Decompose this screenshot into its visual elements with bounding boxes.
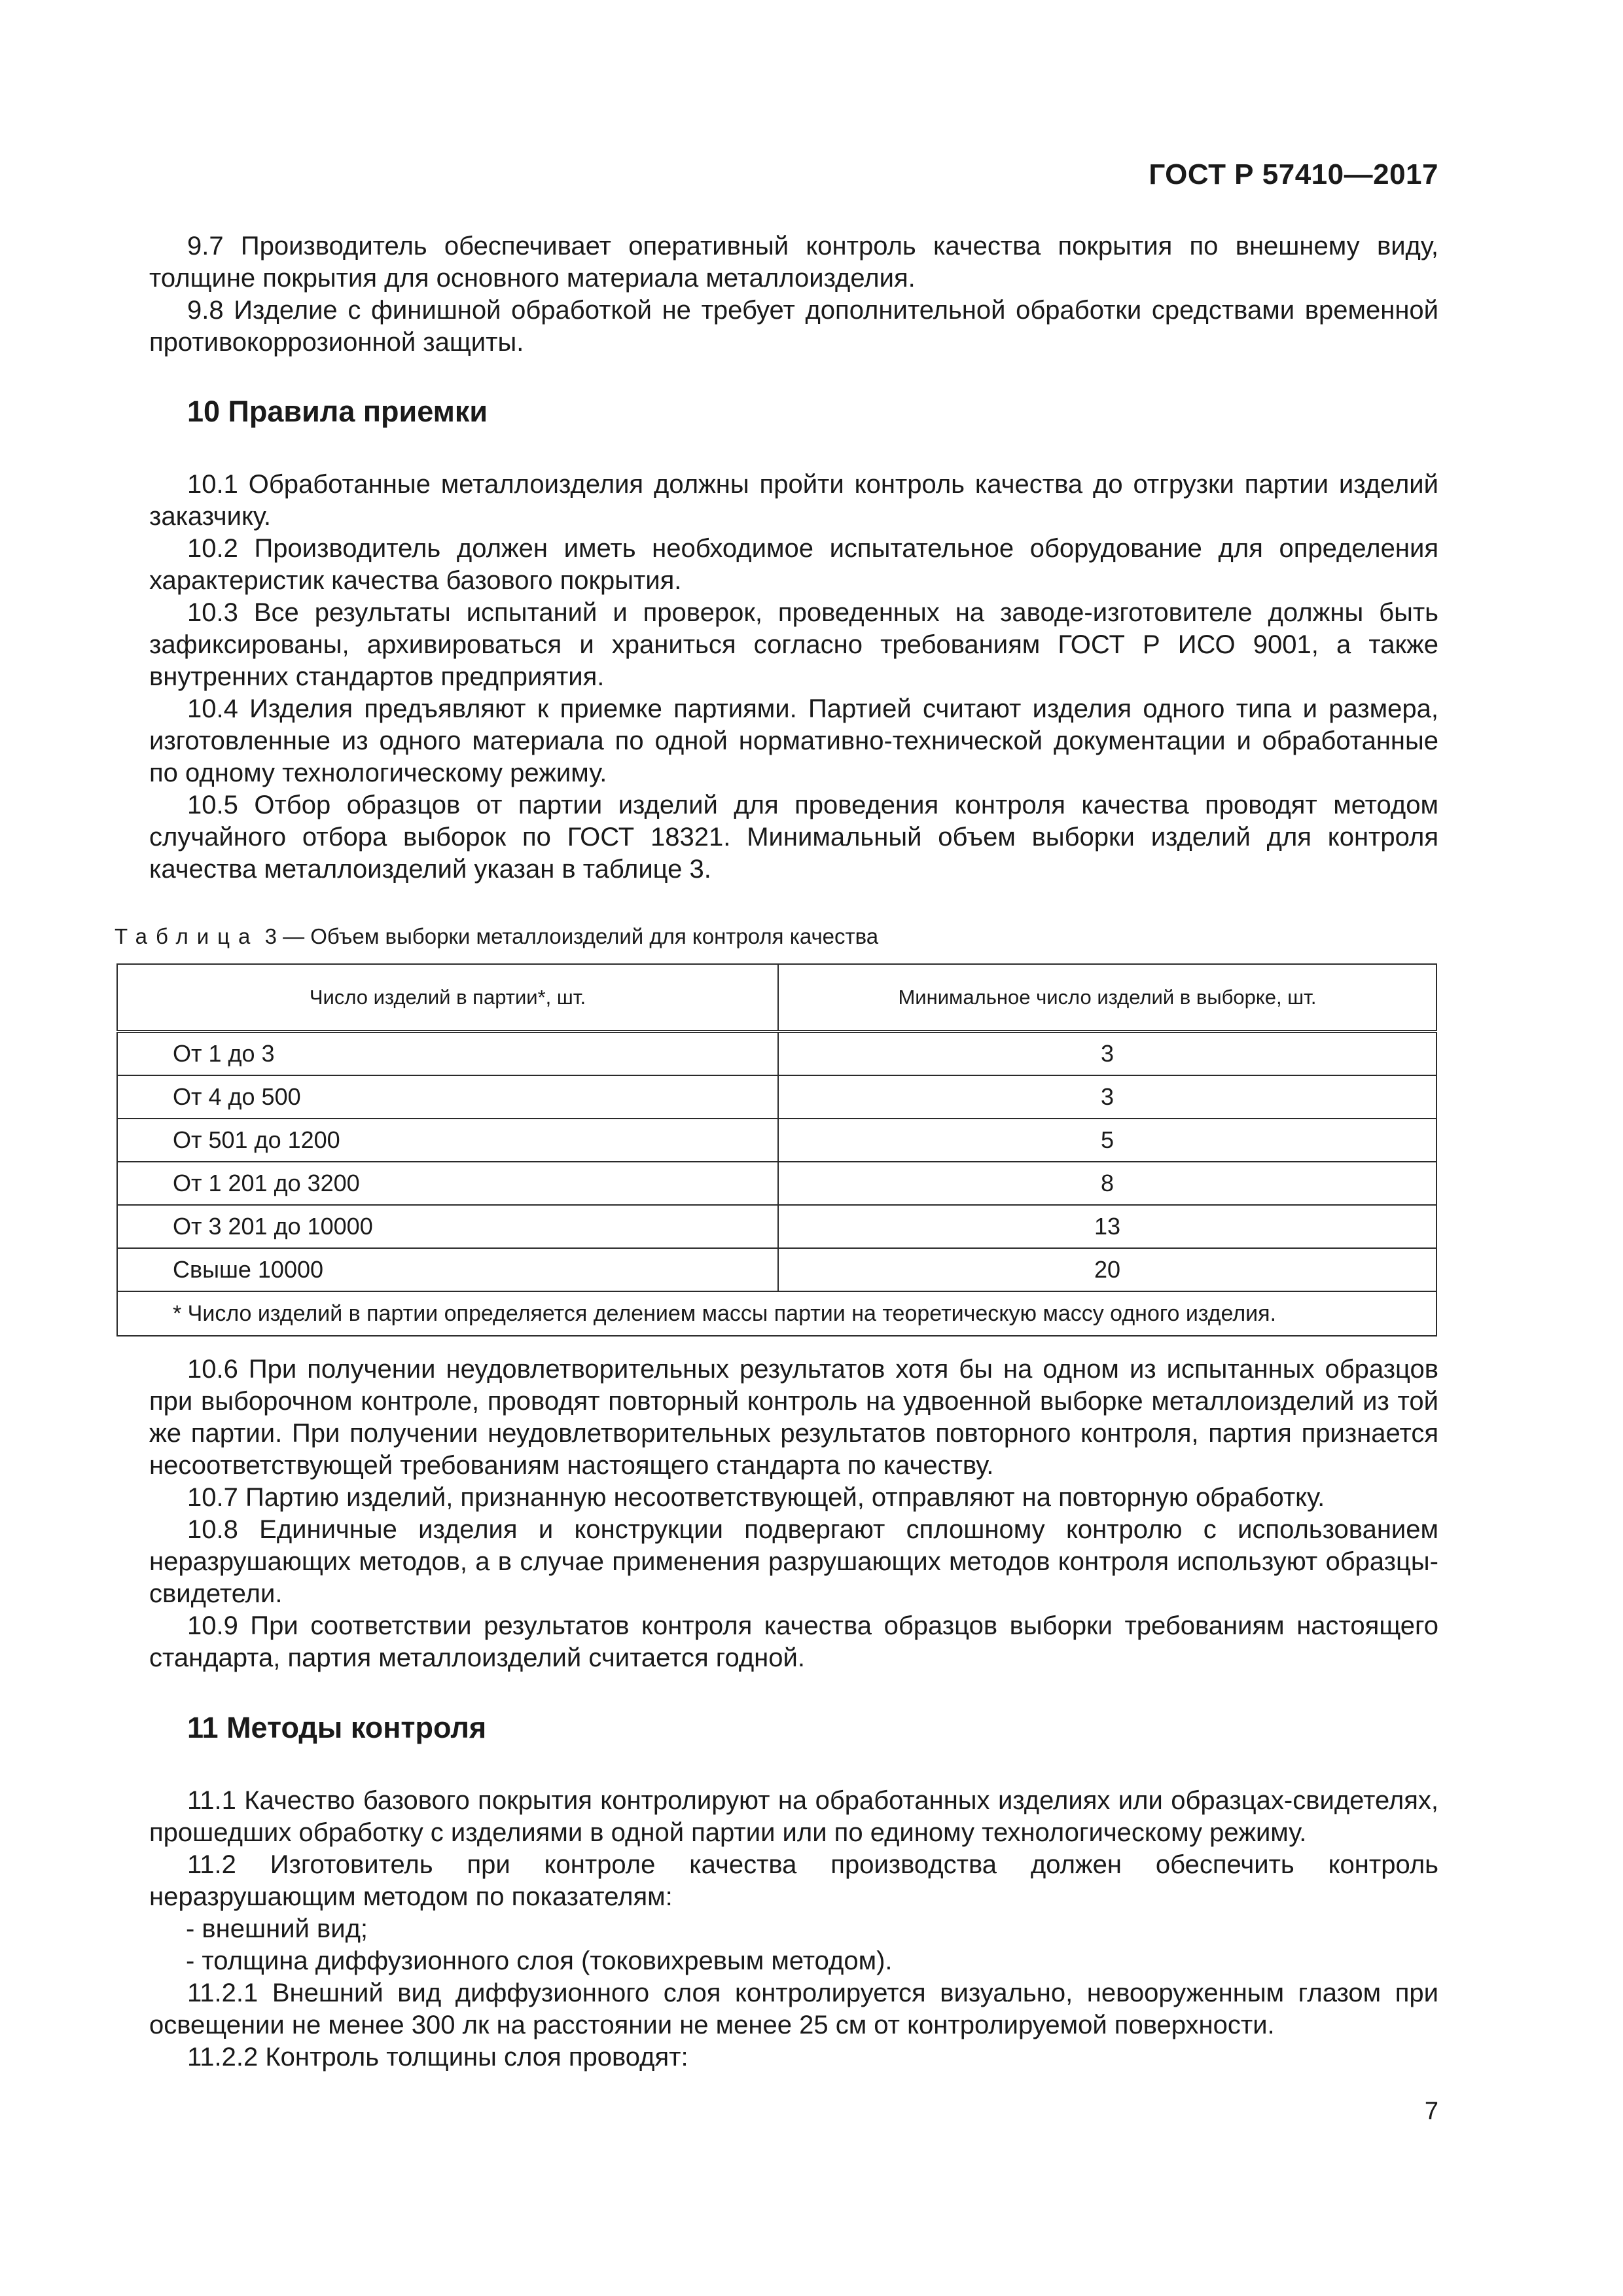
table-3-caption bbox=[115, 924, 878, 949]
section-10-paragraphs-after-table bbox=[149, 1354, 1438, 1674]
table-header-row bbox=[117, 964, 1436, 1031]
table-caption-label: Таблица bbox=[115, 924, 259, 948]
lot-size-cell: От 1 до 3 bbox=[117, 1031, 778, 1075]
section-10-heading: 10 Правила приемки bbox=[187, 395, 488, 428]
paragraph-10-7: 10.7 Партию изделий, признанную несоответствующей, отправляют на повторную обработку. bbox=[187, 1483, 1325, 1512]
sample-size-cell: 3 bbox=[778, 1075, 1436, 1119]
table-row bbox=[117, 1248, 1436, 1291]
paragraph-10-4: 10.4 Изделия предъявляют к приемке партиями. Партией считают изделия одного типа и размера, изготовленные из одного материала по одной нормативно-технической документации и обработанные по одному технологическому режиму. bbox=[149, 694, 1438, 787]
lot-size-cell: Свыше 10000 bbox=[117, 1248, 778, 1291]
table-footnote: * Число изделий в партии определяется делением массы партии на теоретическую массу одного изделия. bbox=[117, 1291, 1436, 1336]
column-header-lot-size: Число изделий в партии*, шт. bbox=[117, 964, 778, 1031]
list-item: - внешний вид; bbox=[186, 1914, 368, 1943]
paragraph-11-1: 11.1 Качество базового покрытия контролируют на обработанных изделиях или образцах-свидетелях, прошедших обработку с изделиями в одной партии или по единому технологическому режиму. bbox=[149, 1786, 1438, 1847]
intro-paragraphs bbox=[149, 230, 1438, 359]
lot-size-cell: От 3 201 до 10000 bbox=[117, 1205, 778, 1248]
section-10-paragraphs bbox=[149, 469, 1438, 886]
table-footnote-row bbox=[117, 1291, 1436, 1336]
paragraph-9-7: 9.7 Производитель обеспечивает оперативный контроль качества покрытия по внешнему виду, толщине покрытия для основного материала металлоизделия. bbox=[149, 232, 1438, 293]
section-11-heading: 11 Методы контроля bbox=[187, 1711, 487, 1744]
table-row bbox=[117, 1162, 1436, 1205]
paragraph-9-8: 9.8 Изделие с финишной обработкой не требует дополнительной обработки средствами временной противокоррозионной защиты. bbox=[149, 296, 1438, 357]
table-row bbox=[117, 1119, 1436, 1162]
paragraph-11-2-1: 11.2.1 Внешний вид диффузионного слоя контролируется визуально, невооруженным глазом при освещении не менее 300 лк на расстоянии не менее 25 см от контролируемой поверхности. bbox=[149, 1979, 1438, 2039]
paragraph-10-2: 10.2 Производитель должен иметь необходимое испытательное оборудование для определения характеристик качества базового покрытия. bbox=[149, 534, 1438, 595]
page-number: 7 bbox=[1424, 2098, 1438, 2125]
paragraph-10-6: 10.6 При получении неудовлетворительных результатов хотя бы на одном из испытанных образцов при выборочном контроле, проводят повторный контроль на удвоенной выборке металлоизделий из той же партии. При получении неудовлетворительных результатов повторного контроля, партия признается несоответствующей требованиям настоящего стандарта по качеству. bbox=[149, 1355, 1438, 1480]
sample-size-cell: 8 bbox=[778, 1162, 1436, 1205]
lot-size-cell: От 1 201 до 3200 bbox=[117, 1162, 778, 1205]
paragraph-10-9: 10.9 При соответствии результатов контроля качества образцов выборки требованиям настоящего стандарта, партия металлоизделий считается годной. bbox=[149, 1611, 1438, 1672]
sample-size-cell: 5 bbox=[778, 1119, 1436, 1162]
section-11-paragraphs bbox=[149, 1785, 1438, 2073]
paragraph-10-1: 10.1 Обработанные металлоизделия должны пройти контроль качества до отгрузки партии изделий заказчику. bbox=[149, 470, 1438, 531]
table-row bbox=[117, 1075, 1436, 1119]
sample-size-cell: 20 bbox=[778, 1248, 1436, 1291]
paragraph-11-2-2: 11.2.2 Контроль толщины слоя проводят: bbox=[187, 2043, 688, 2072]
paragraph-11-2: 11.2 Изготовитель при контроле качества производства должен обеспечить контроль неразрушающим методом по показателям: bbox=[149, 1850, 1438, 1911]
sample-size-cell: 3 bbox=[778, 1031, 1436, 1075]
list-item: - толщина диффузионного слоя (токовихревым методом). bbox=[186, 1946, 893, 1975]
paragraph-10-5: 10.5 Отбор образцов от партии изделий для проведения контроля качества проводят методом случайного отбора выборок по ГОСТ 18321. Минимальный объем выборки изделий для контроля качества металлоизделий указан в таблице 3. bbox=[149, 791, 1438, 884]
table-caption-text: 3 — Объем выборки металлоизделий для контроля качества bbox=[264, 924, 879, 948]
paragraph-10-8: 10.8 Единичные изделия и конструкции подвергают сплошному контролю с использованием неразрушающих методов, а в случае применения разрушающих методов контроля используют образцы-свидетели. bbox=[149, 1515, 1438, 1608]
column-header-sample-size: Минимальное число изделий в выборке, шт. bbox=[778, 964, 1436, 1031]
document-code: ГОСТ Р 57410—2017 bbox=[1149, 158, 1438, 190]
lot-size-cell: От 4 до 500 bbox=[117, 1075, 778, 1119]
lot-size-cell: От 501 до 1200 bbox=[117, 1119, 778, 1162]
sample-size-table bbox=[116, 963, 1437, 1336]
table-row bbox=[117, 1031, 1436, 1075]
paragraph-10-3: 10.3 Все результаты испытаний и проверок, проведенных на заводе-изготовителе должны быть зафиксированы, архивироваться и храниться согласно требованиям ГОСТ Р ИСО 9001, а также внутренних стандартов предприятия. bbox=[149, 598, 1438, 691]
table-row bbox=[117, 1205, 1436, 1248]
sample-size-cell: 13 bbox=[778, 1205, 1436, 1248]
